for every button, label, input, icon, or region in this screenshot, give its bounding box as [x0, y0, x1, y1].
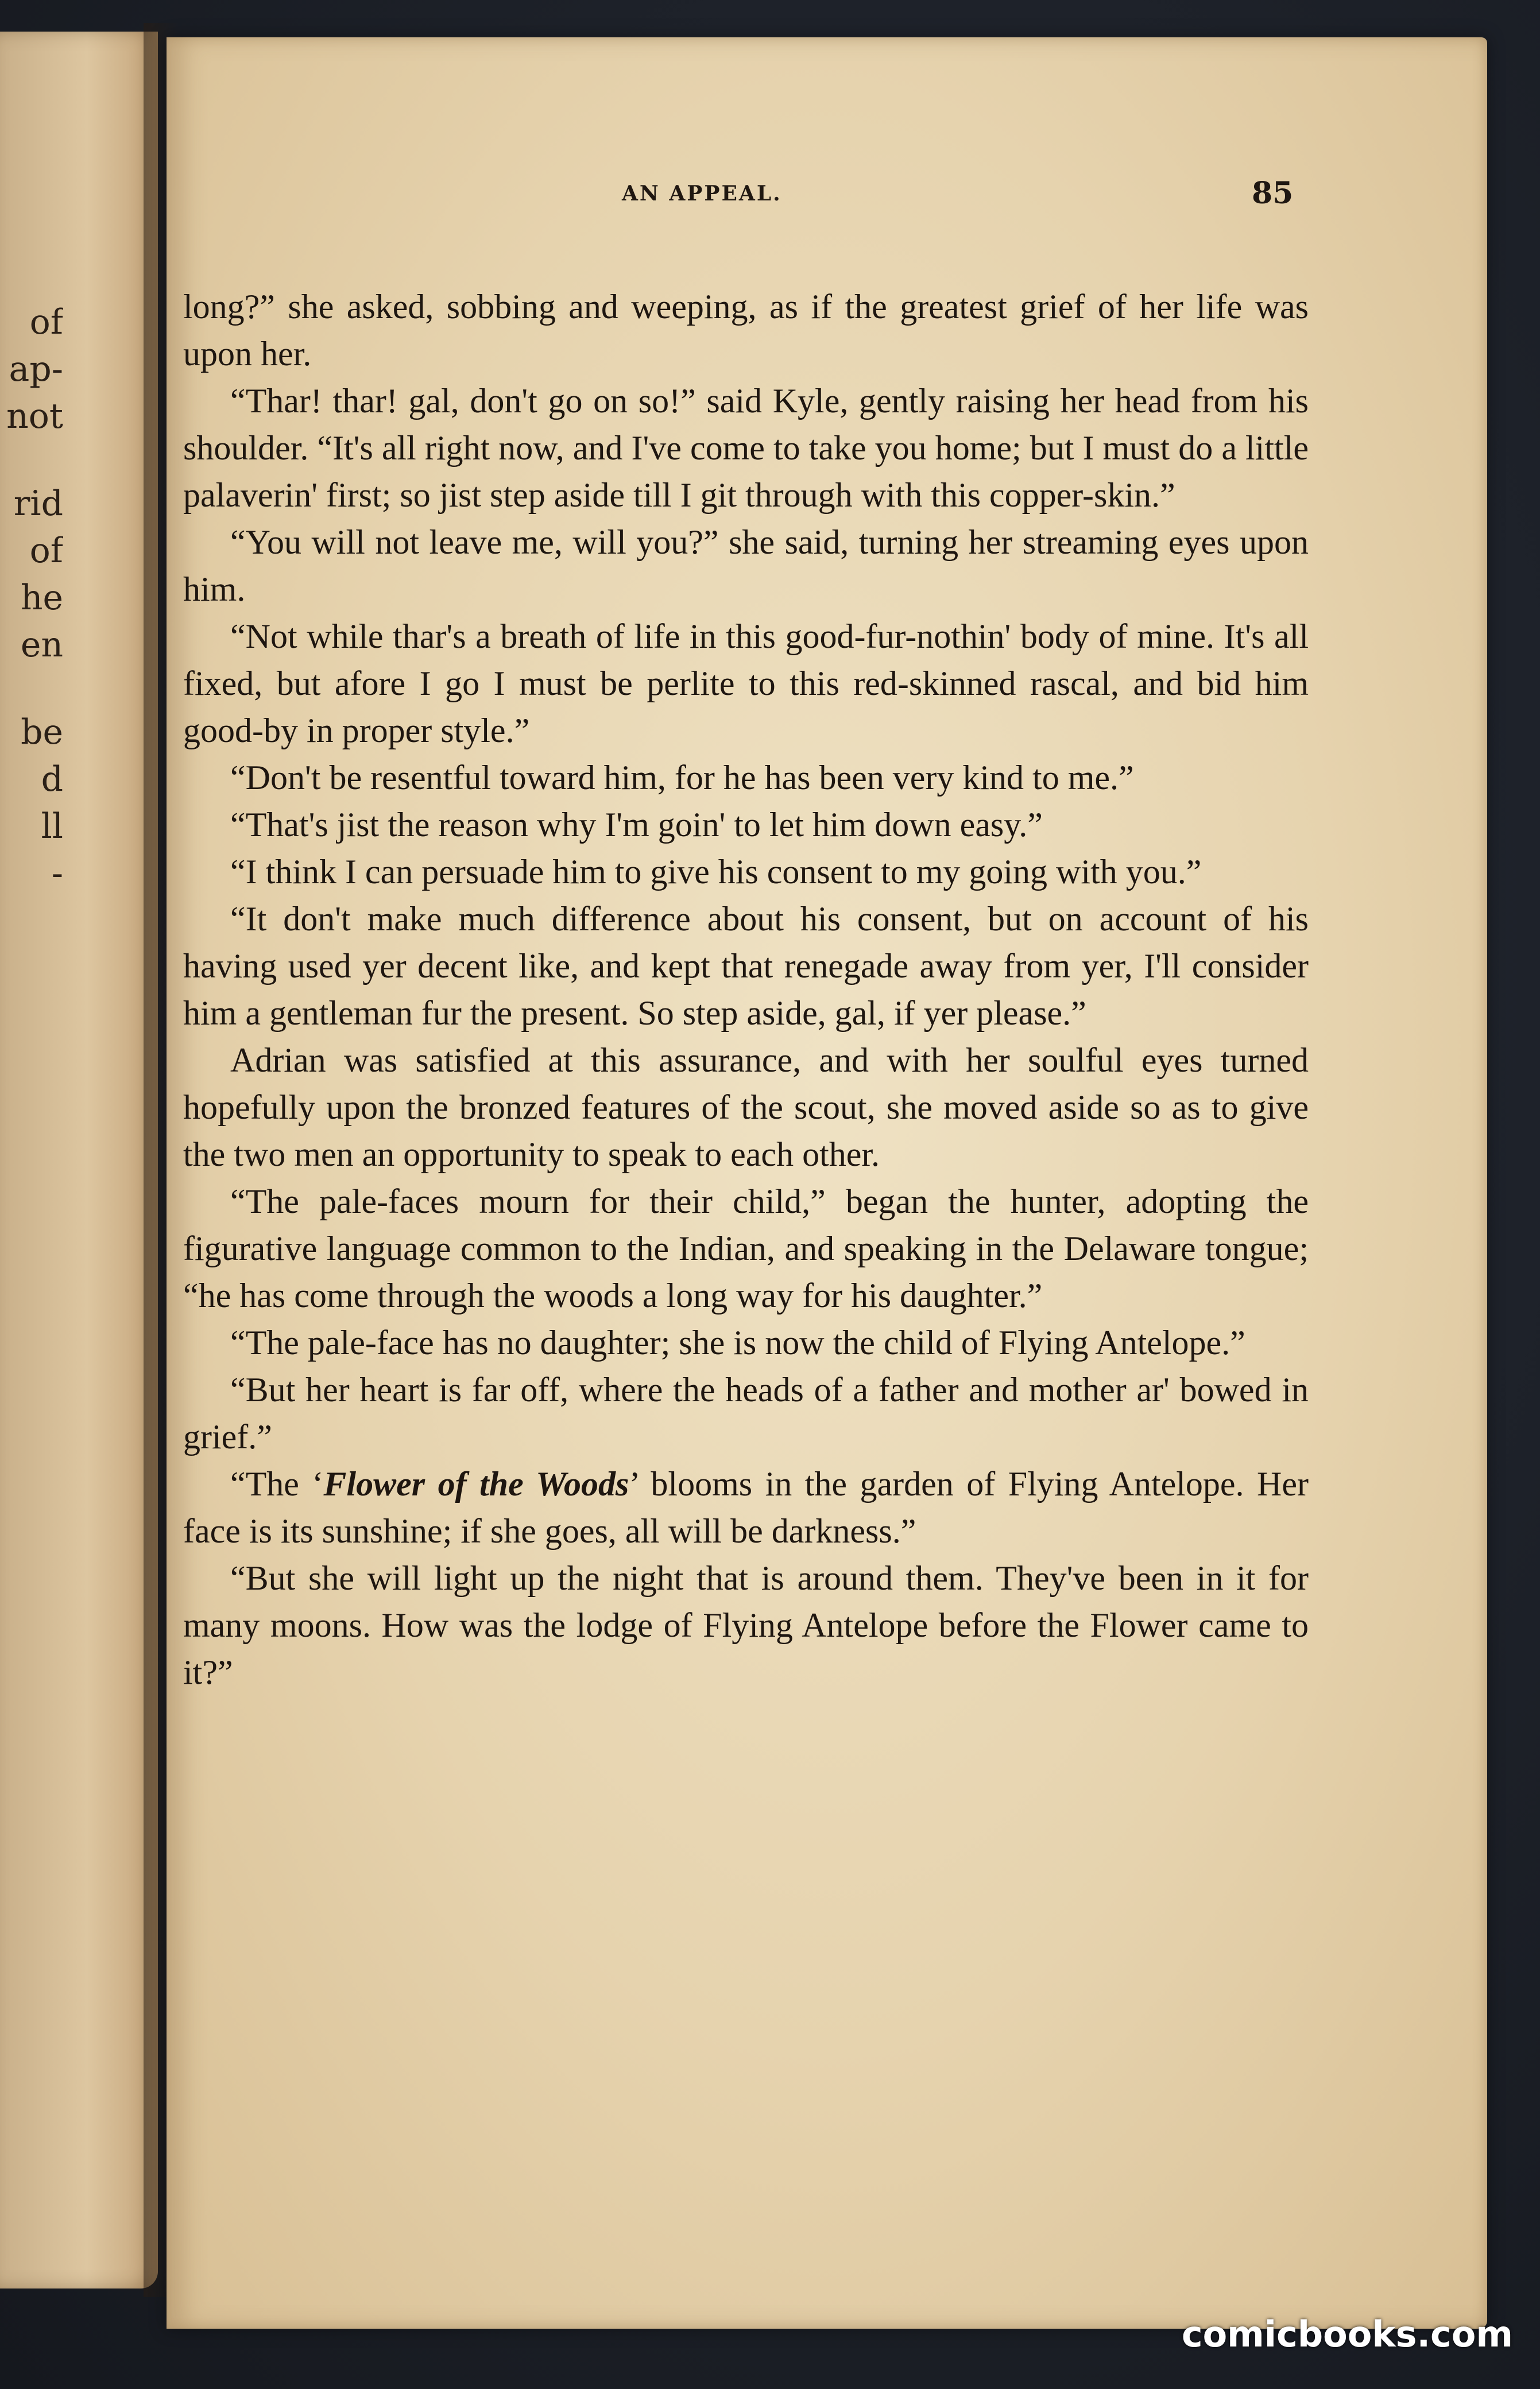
fragment-line: ap-	[9, 349, 63, 389]
body-text	[183, 283, 1309, 1696]
paragraph: “You will not leave me, will you?” she said, turning her streaming eyes upon him.	[183, 523, 1309, 608]
previous-page-text-fragments	[0, 299, 63, 897]
site-watermark: comicbooks.com	[1181, 2313, 1513, 2355]
paragraph: long?” she asked, sobbing and weeping, as if the greatest grief of her life was upon her.	[183, 288, 1309, 373]
paragraph-text-after: ’ blooms in the garden of Flying Antelope. Her face is its sunshine; if she goes, all will be darkness.”	[183, 1465, 1309, 1550]
previous-page-edge	[0, 32, 158, 2289]
paragraph: “But her heart is far off, where the heads of a father and mother ar' bowed in grief.”	[183, 1371, 1309, 1456]
page-number: 85	[1252, 176, 1294, 211]
fragment-line: en	[20, 625, 63, 665]
paragraph: “Don't be resentful toward him, for he has been very kind to me.”	[230, 759, 1134, 797]
book-page	[167, 37, 1487, 2329]
fragment-line: of	[29, 531, 63, 571]
fragment-line: be	[21, 712, 63, 752]
fragment-line: he	[20, 578, 63, 618]
paragraph	[183, 1460, 1309, 1555]
paragraph: “The pale-face has no daughter; she is now the child of Flying Antelope.”	[230, 1324, 1245, 1362]
paragraph-text-before: “The ‘	[230, 1465, 324, 1503]
paragraph: “I think I can persuade him to give his consent to my going with you.”	[230, 853, 1202, 891]
fragment-line: d	[41, 759, 63, 799]
running-title: AN APPEAL.	[622, 181, 782, 206]
paragraph: “It don't make much difference about his consent, but on account of his having used yer decent like, and kept that renegade away from yer, I'll consider him a gentleman fur the present. So step aside, gal, if yer please.”	[183, 900, 1309, 1032]
paragraph: Adrian was satisfied at this assurance, and with her soulful eyes turned hopefully upon the bronzed features of the scout, she moved aside so as to give the two men an opportunity to speak to each other.	[183, 1041, 1309, 1173]
fragment-line	[0, 440, 63, 480]
paragraph: “That's jist the reason why I'm goin' to let him down easy.”	[230, 806, 1043, 844]
running-head	[167, 171, 1309, 217]
fragment-line: -	[51, 853, 63, 894]
fragment-line	[0, 668, 63, 709]
paragraph: “But she will light up the night that is around them. They've been in it for many moons. How was the lodge of Flying Antelope before the Flower came to it?”	[183, 1559, 1309, 1691]
fragment-line: rid	[13, 484, 63, 524]
fragment-line: not	[6, 396, 63, 436]
paragraph: “The pale-faces mourn for their child,” began the hunter, adopting the figurative language common to the Indian, and speaking in the Delaware tongue; “he has come through the woods a long way for his daughter.”	[183, 1182, 1309, 1315]
paragraph: “Thar! thar! gal, don't go on so!” said Kyle, gently raising her head from his shoulder. “It's all right now, and I've come to take you home; but I must do a little palaverin' first; so jist step aside till I git through with this copper-skin.”	[183, 382, 1309, 514]
fragment-line: of	[29, 302, 63, 342]
italic-title: Flower of the Woods	[323, 1465, 629, 1503]
fragment-line: ll	[41, 806, 63, 846]
paragraph: “Not while thar's a breath of life in this good-fur-nothin' body of mine. It's all fixed, but afore I go I must be perlite to this red-skinned rascal, and bid him good-by in proper style.”	[183, 617, 1309, 749]
